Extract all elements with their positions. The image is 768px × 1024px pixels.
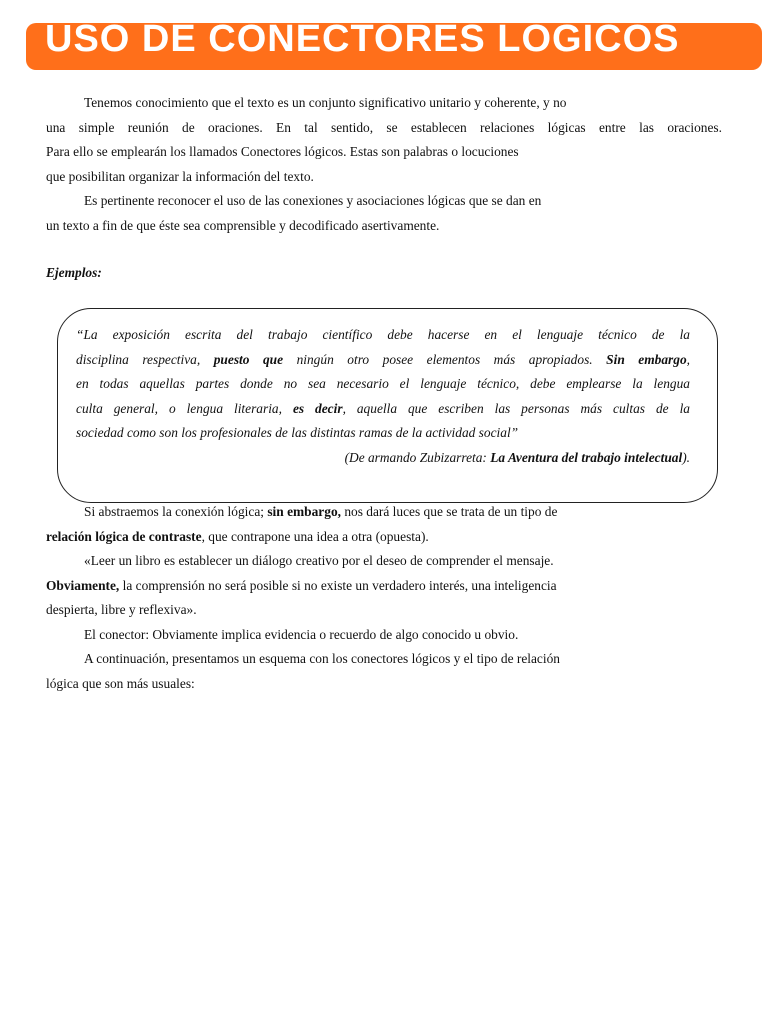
intro-paragraph [46,91,722,238]
body-line: A continuación, presentamos un esquema con los conectores lógicos y el tipo de relación [84,651,560,666]
relation-contrast-bold: relación lógica de contraste [46,528,202,544]
quote-text-segment: ningún otro posee elementos más apropiados. [283,351,607,367]
quote-text-segment: , aquella que escriben las personas más cultas de la [342,400,690,416]
body-text-segment: la comprensión no será posible si no existe un verdadero interés, una inteligencia [119,577,557,593]
quote-text-segment: culta general, o lengua literaria, [76,400,293,416]
page-title: USO DE CONECTORES LOGICOS [45,17,680,60]
quote-text [76,323,690,470]
intro-line: Para ello se emplearán los llamados Conectores lógicos. Estas son palabras o locuciones [46,144,519,159]
title-banner [26,17,762,70]
citation-author: (De armando Zubizarreta: [344,449,491,465]
quote-line [76,397,690,422]
body-line: «Leer un libro es establecer un diálogo creativo por el deseo de comprender el mensaje. [84,553,554,568]
body-line [46,525,722,550]
connector-es-decir: es decir [292,400,343,416]
connector-obviamente-bold: Obviamente, [46,577,120,593]
examples-label: Ejemplos: [46,265,102,280]
citation-book-title: La Aventura del trabajo intelectual [490,449,683,465]
quote-line [76,348,690,373]
connector-puesto-que: puesto que [213,351,284,367]
intro-line: Es pertinente reconocer el uso de las conexiones y asociaciones lógicas que se dan en [84,193,542,208]
connector-sin-embargo-bold: sin embargo, [267,504,341,519]
quote-line: sociedad como son los profesionales de las distintas ramas de la actividad social” [76,425,519,440]
body-line [46,574,722,599]
body-text-segment: , que contrapone una idea a otra (opuesta). [201,528,429,544]
connector-sin-embargo: Sin embargo [606,351,687,367]
quote-text-segment: , [686,351,690,367]
quote-box [57,308,718,503]
body-line: lógica que son más usuales: [46,675,195,691]
quote-line: “La exposición escrita del trabajo científico debe hacerse en el lenguaje técnico de la [76,327,690,342]
quote-citation [76,446,690,471]
quote-line: en todas aquellas partes donde no sea necesario el lenguaje técnico, debe emplearse la lengua [76,376,690,391]
intro-line: una simple reunión de oraciones. En tal sentido, se establecen relaciones lógicas entre las oraciones. [46,119,722,135]
intro-line: que posibilitan organizar la información del texto. [46,168,314,184]
body-line: despierta, libre y reflexiva». [46,602,197,617]
citation-end: ). [682,449,690,465]
explanation-paragraph [46,500,722,696]
body-line [46,500,722,525]
intro-line: Tenemos conocimiento que el texto es un conjunto significativo unitario y coherente, y no [84,95,567,110]
body-line: El conector: Obviamente implica evidencia o recuerdo de algo conocido u obvio. [84,626,519,642]
quote-text-segment: disciplina respectiva, [76,351,214,367]
intro-line: un texto a fin de que éste sea comprensible y decodificado asertivamente. [46,217,440,233]
body-text-segment: Si abstraemos la conexión lógica; [84,504,268,519]
body-text-segment: nos dará luces que se trata de un tipo de [341,504,558,519]
